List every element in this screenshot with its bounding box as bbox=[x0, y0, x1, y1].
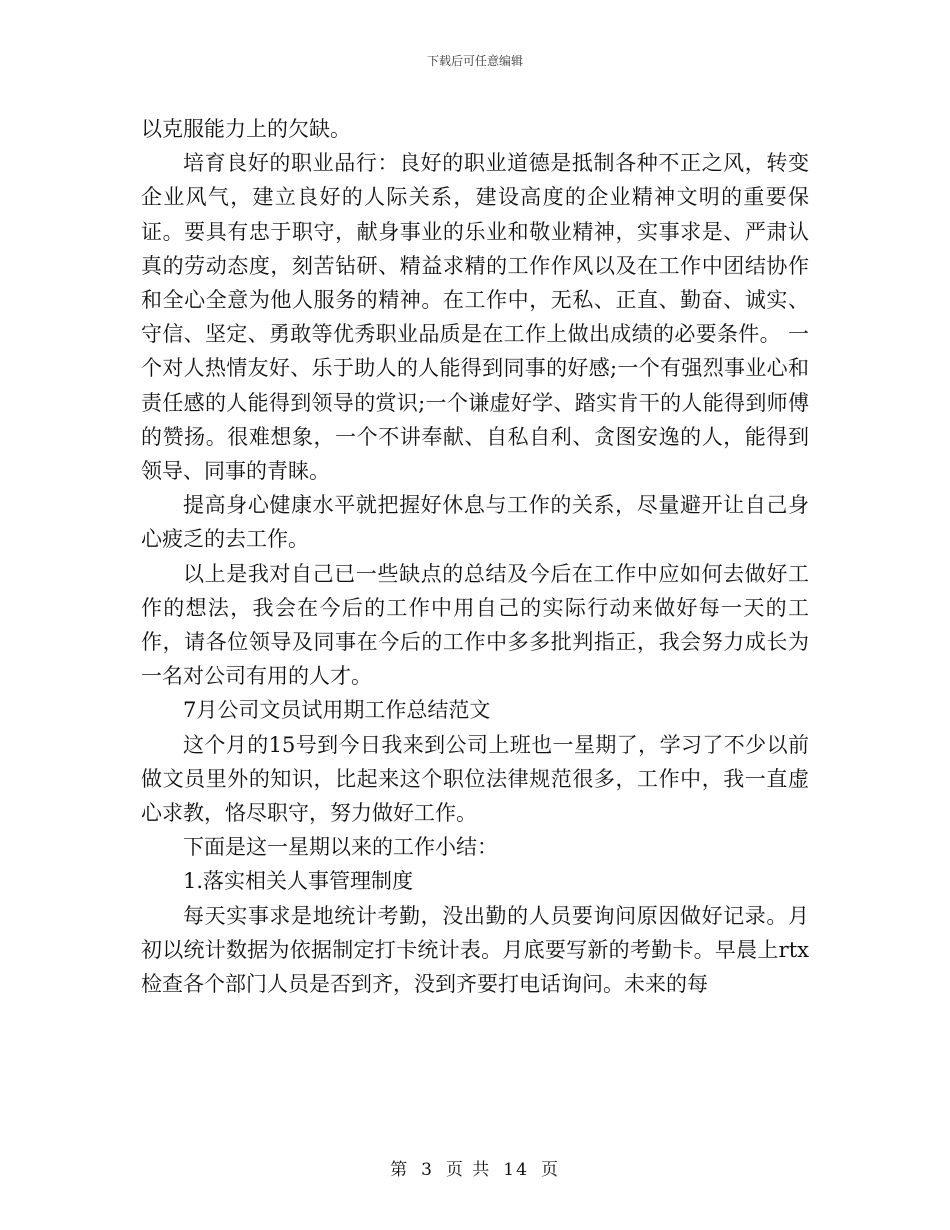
footer-page-number: 3 bbox=[421, 1160, 434, 1180]
paragraph-5: 这个月的15号到今日我来到公司上班也一星期了，学习了不少以前做文员里外的知识，比起来这个职位法律规范很多，工作中，我一直虚心求教，恪尽职守，努力做好工作。 bbox=[141, 732, 809, 826]
paragraph-2: 培育良好的职业品行：良好的职业道德是抵制各种不正之风，转变企业风气，建立良好的人际关系，建设高度的企业精神文明的重要保证。要具有忠于职守，献身事业的乐业和敬业精神，实事求是、严肃认真的劳动态度，刻苦钻研、精益求精的工作作风以及在工作中团结协作和全心全意为他人服务的精神。在工作中，无私、正直、勤奋、诚实、守信、坚定、勇敢等优秀职业品质是在工作上做出成绩的必要条件。 一个对人热情友好、乐于助人的人能得到同事的好感;一个有强烈事业心和责任感的人能得到领导的赏识;一个谦虚好学、踏实肯干的人能得到师傅的赞扬。很难想象，一个不讲奉献、自私自利、贪图安逸的人，能得到领导、同事的青睐。 bbox=[141, 151, 809, 484]
paragraph-1: 以克服能力上的欠缺。 bbox=[141, 117, 351, 141]
paragraph-7: 每天实事求是地统计考勤，没出勤的人员要询问原因做好记录。月初以统计数据为依据制定打卡统计表。月底要写新的考勤卡。早晨上rtx检查各个部门人员是否到齐，没到齐要打电话询问。未来的每 bbox=[141, 903, 809, 997]
page-header: 下载后可任意编辑 bbox=[426, 54, 523, 68]
list-item-heading: 1.落实相关人事管理制度 bbox=[183, 869, 414, 894]
footer-total-pages: 14 bbox=[503, 1160, 529, 1180]
footer-suffix: 页 bbox=[540, 1160, 560, 1180]
section-title: 7月公司文员试用期工作总结范文 bbox=[183, 698, 491, 723]
paragraph-3: 提高身心健康水平就把握好休息与工作的关系，尽量避开让自己身心疲乏的去工作。 bbox=[141, 493, 809, 552]
page-footer bbox=[0, 1155, 950, 1180]
footer-prefix: 第 bbox=[390, 1160, 410, 1180]
paragraph-6: 下面是这一星期以来的工作小结： bbox=[183, 835, 498, 860]
document-body bbox=[141, 112, 809, 1001]
footer-middle: 页 共 bbox=[445, 1160, 492, 1180]
paragraph-4: 以上是我对自己已一些缺点的总结及今后在工作中应如何去做好工作的想法，我会在今后的工作中用自己的实际行动来做好每一天的工作，请各位领导及同事在今后的工作中多多批判指正，我会努力成长为一名对公司有用的人才。 bbox=[141, 561, 809, 689]
